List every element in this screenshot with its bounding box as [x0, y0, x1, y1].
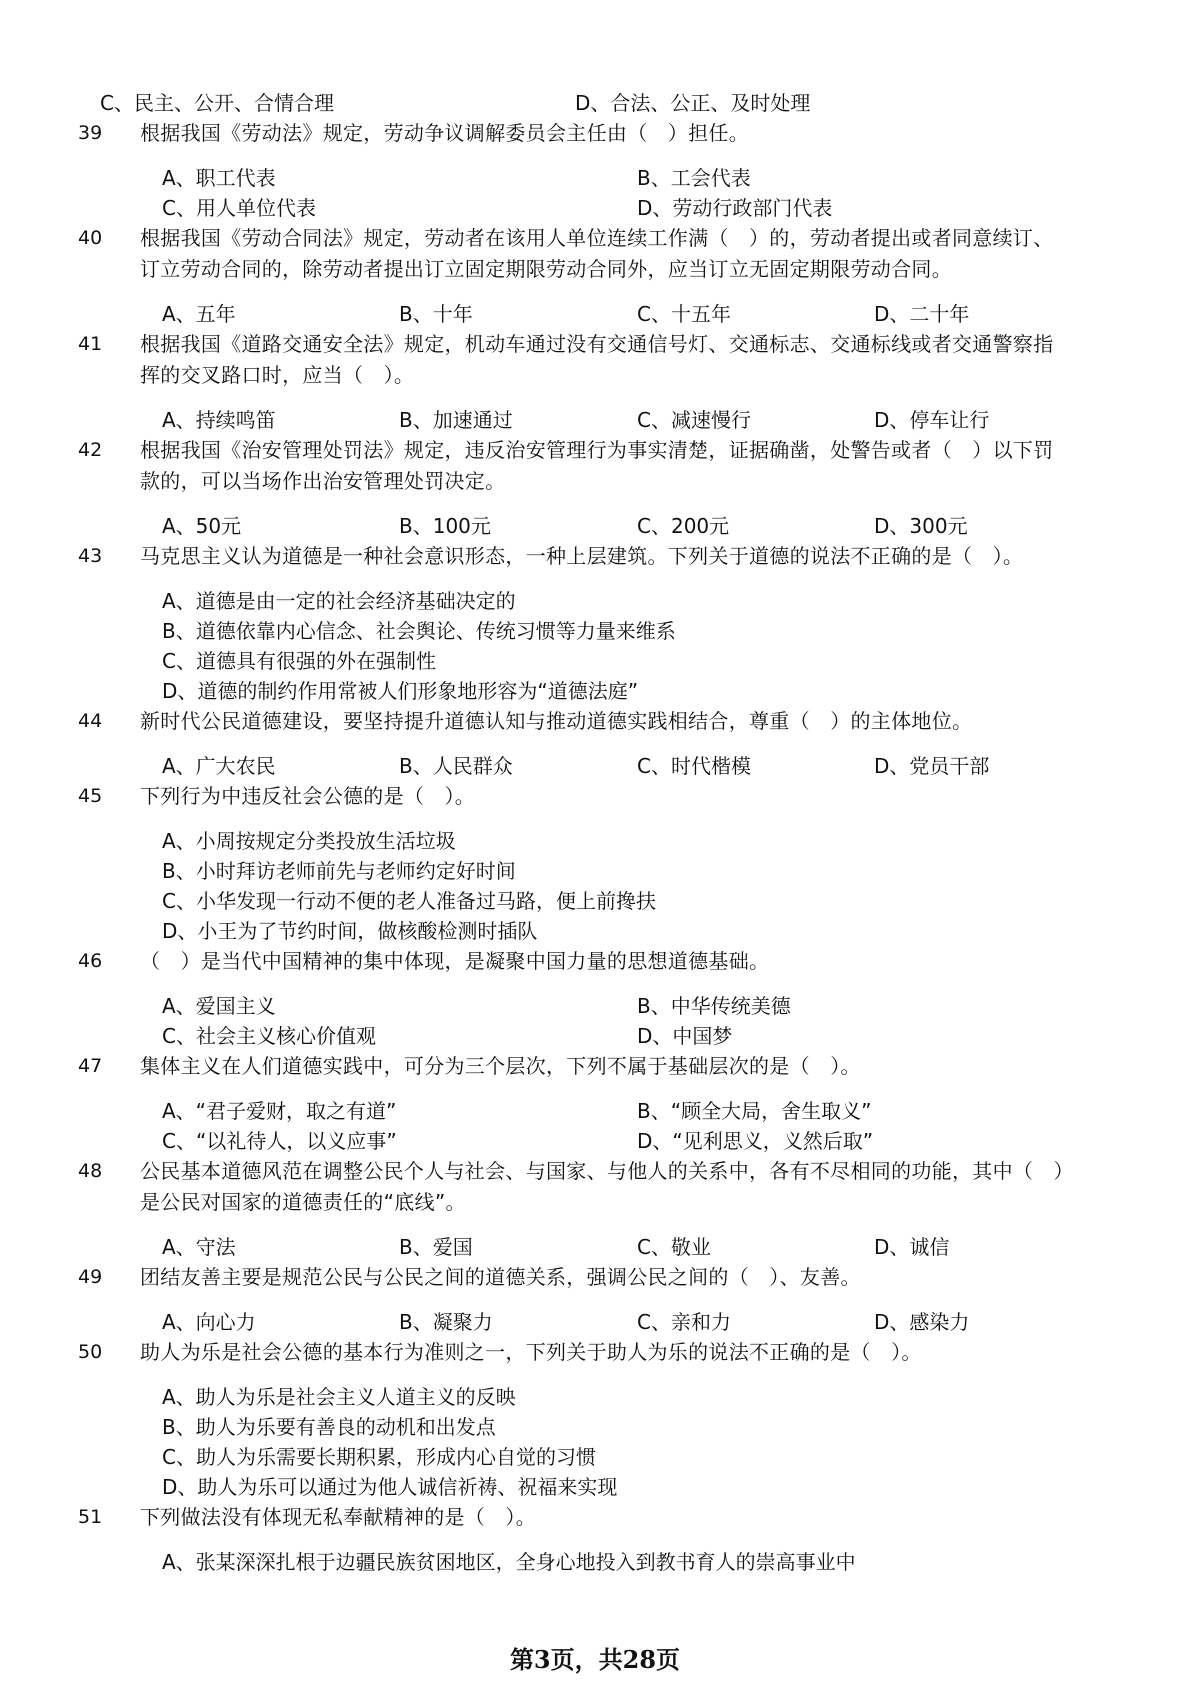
question-item — [0, 1502, 1190, 1577]
answer-option: D、劳动行政部门代表 — [637, 196, 833, 220]
question-item — [0, 1337, 1190, 1502]
option-row — [162, 1096, 1190, 1126]
option-row — [162, 886, 1190, 916]
option-group — [162, 511, 1190, 541]
answer-option: B、十年 — [399, 302, 473, 326]
answer-option: A、“君子爱财，取之有道” — [162, 1099, 397, 1123]
question-number: 45 — [78, 785, 103, 807]
question-stem: 根据我国《治安管理处罚法》规定，违反治安管理行为事实清楚，证据确凿，处警告或者（ ）以下罚款的，可以当场作出治安管理处罚决定。 — [140, 438, 1054, 493]
question-item — [0, 946, 1190, 1051]
option-row — [162, 1021, 1190, 1051]
answer-option: A、道德是由一定的社会经济基础决定的 — [162, 589, 516, 613]
answer-option: B、中华传统美德 — [637, 994, 791, 1018]
question-item — [0, 223, 1190, 329]
option-row — [162, 299, 1190, 329]
answer-option: A、职工代表 — [162, 166, 276, 190]
answer-option: A、小周按规定分类投放生活垃圾 — [162, 829, 456, 853]
option-group — [162, 751, 1190, 781]
option-group — [162, 405, 1190, 435]
question-number: 43 — [78, 545, 103, 567]
option-group — [162, 826, 1190, 946]
answer-option: C、敬业 — [637, 1235, 711, 1259]
option-group — [162, 586, 1190, 706]
question-item — [0, 1262, 1190, 1337]
answer-option: B、凝聚力 — [399, 1310, 493, 1334]
answer-option: C、道德具有很强的外在强制性 — [162, 649, 436, 673]
answer-option: C、用人单位代表 — [162, 196, 316, 220]
option-row — [162, 616, 1190, 646]
question-stem: 公民基本道德风范在调整公民个人与社会、与国家、与他人的关系中，各有不尽相同的功能，其中（ ）是公民对国家的道德责任的“底线”。 — [140, 1159, 1064, 1214]
answer-option: B、人民群众 — [399, 754, 513, 778]
option-row — [162, 991, 1190, 1021]
option-group — [162, 1307, 1190, 1337]
option-row — [162, 1232, 1190, 1262]
answer-option: D、“见利思义，义然后取” — [637, 1129, 874, 1153]
question-number: 49 — [78, 1266, 103, 1288]
option-row — [162, 751, 1190, 781]
option-row — [162, 826, 1190, 856]
answer-option: D、停车让行 — [874, 408, 990, 432]
option-group — [162, 299, 1190, 329]
answer-option: B、加速通过 — [399, 408, 513, 432]
answer-option: C、时代楷模 — [637, 754, 751, 778]
option-row — [162, 856, 1190, 886]
option-group — [162, 991, 1190, 1051]
question-stem: 下列做法没有体现无私奉献精神的是（ ）。 — [140, 1505, 536, 1529]
answer-option: B、“顾全大局，舍生取义” — [637, 1099, 872, 1123]
option-row — [162, 405, 1190, 435]
question-item — [0, 118, 1190, 223]
option-row — [162, 163, 1190, 193]
option-row — [162, 916, 1190, 946]
question-stem: 根据我国《劳动合同法》规定，劳动者在该用人单位连续工作满（ ）的，劳动者提出或者同意续订、订立劳动合同的，除劳动者提出订立固定期限劳动合同外，应当订立无固定期限劳动合同。 — [140, 226, 1054, 281]
answer-option: C、小华发现一行动不便的老人准备过马路，便上前搀扶 — [162, 889, 656, 913]
option-row — [162, 1412, 1190, 1442]
answer-option: A、持续鸣笛 — [162, 408, 276, 432]
question-item — [0, 781, 1190, 946]
question-stem: 根据我国《道路交通安全法》规定，机动车通过没有交通信号灯、交通标志、交通标线或者交通警察指挥的交叉路口时，应当（ ）。 — [140, 332, 1054, 387]
carryover-option-c: C、民主、公开、合情合理 — [100, 91, 334, 115]
answer-option: C、亲和力 — [637, 1310, 731, 1334]
option-row — [162, 1547, 1190, 1577]
answer-option: B、助人为乐要有善良的动机和出发点 — [162, 1415, 496, 1439]
question-item — [0, 706, 1190, 781]
question-stem: （ ）是当代中国精神的集中体现，是凝聚中国力量的思想道德基础。 — [140, 949, 770, 973]
question-number: 50 — [78, 1341, 103, 1363]
option-row — [162, 1442, 1190, 1472]
carryover-options — [0, 88, 1190, 118]
question-stem: 根据我国《劳动法》规定，劳动争议调解委员会主任由（ ）担任。 — [140, 121, 749, 145]
option-row — [162, 586, 1190, 616]
question-number: 46 — [78, 950, 103, 972]
question-item — [0, 329, 1190, 435]
answer-option: A、广大农民 — [162, 754, 276, 778]
answer-option: B、小时拜访老师前先与老师约定好时间 — [162, 859, 516, 883]
answer-option: D、道德的制约作用常被人们形象地形容为“道德法庭” — [162, 679, 639, 703]
question-list — [0, 88, 1190, 1577]
answer-option: C、“以礼待人，以义应事” — [162, 1129, 397, 1153]
question-number: 47 — [78, 1055, 103, 1077]
option-group — [162, 1096, 1190, 1156]
question-number: 40 — [78, 227, 103, 249]
option-group — [162, 1232, 1190, 1262]
option-row — [162, 676, 1190, 706]
question-stem: 新时代公民道德建设，要坚持提升道德认知与推动道德实践相结合，尊重（ ）的主体地位。 — [140, 709, 973, 733]
answer-option: C、十五年 — [637, 302, 731, 326]
answer-option: B、工会代表 — [637, 166, 751, 190]
option-row — [162, 511, 1190, 541]
answer-option: A、守法 — [162, 1235, 236, 1259]
option-row — [162, 193, 1190, 223]
question-number: 44 — [78, 710, 103, 732]
answer-option: B、道德依靠内心信念、社会舆论、传统习惯等力量来维系 — [162, 619, 676, 643]
question-number: 48 — [78, 1160, 103, 1182]
question-item — [0, 1051, 1190, 1156]
answer-option: A、张某深深扎根于边疆民族贫困地区，全身心地投入到教书育人的崇高事业中 — [162, 1550, 856, 1574]
answer-option: B、100元 — [399, 514, 491, 538]
question-number: 39 — [78, 122, 103, 144]
page-number-footer: 第3页，共28页 — [509, 1645, 681, 1674]
option-group — [162, 1547, 1190, 1577]
answer-option: C、200元 — [637, 514, 730, 538]
answer-option: A、爱国主义 — [162, 994, 276, 1018]
answer-option: A、五年 — [162, 302, 236, 326]
question-stem: 集体主义在人们道德实践中，可分为三个层次，下列不属于基础层次的是（ ）。 — [140, 1054, 861, 1078]
option-group — [162, 1382, 1190, 1502]
question-item — [0, 435, 1190, 541]
answer-option: C、社会主义核心价值观 — [162, 1024, 376, 1048]
answer-option: D、二十年 — [874, 302, 970, 326]
answer-option: D、感染力 — [874, 1310, 970, 1334]
answer-option: B、爱国 — [399, 1235, 473, 1259]
option-row — [162, 1307, 1190, 1337]
answer-option: A、向心力 — [162, 1310, 256, 1334]
question-stem: 下列行为中违反社会公德的是（ ）。 — [140, 784, 476, 808]
answer-option: D、300元 — [874, 514, 968, 538]
option-row — [162, 1382, 1190, 1412]
option-group — [162, 163, 1190, 223]
answer-option: A、50元 — [162, 514, 242, 538]
question-stem: 马克思主义认为道德是一种社会意识形态，一种上层建筑。下列关于道德的说法不正确的是（ ）。 — [140, 544, 1024, 568]
answer-option: D、小王为了节约时间，做核酸检测时插队 — [162, 919, 538, 943]
answer-option: C、减速慢行 — [637, 408, 751, 432]
question-number: 51 — [78, 1506, 103, 1528]
answer-option: C、助人为乐需要长期积累，形成内心自觉的习惯 — [162, 1445, 596, 1469]
option-row — [162, 1126, 1190, 1156]
question-stem: 团结友善主要是规范公民与公民之间的道德关系，强调公民之间的（ ）、友善。 — [140, 1265, 861, 1289]
option-row — [162, 1472, 1190, 1502]
question-number: 42 — [78, 439, 103, 461]
answer-option: D、党员干部 — [874, 754, 990, 778]
option-row — [162, 646, 1190, 676]
answer-option: D、中国梦 — [637, 1024, 733, 1048]
answer-option: D、助人为乐可以通过为他人诚信祈祷、祝福来实现 — [162, 1475, 618, 1499]
question-item — [0, 1156, 1190, 1262]
carryover-option-d: D、合法、公正、及时处理 — [575, 91, 811, 115]
question-item — [0, 541, 1190, 706]
answer-option: D、诚信 — [874, 1235, 950, 1259]
question-stem: 助人为乐是社会公德的基本行为准则之一，下列关于助人为乐的说法不正确的是（ ）。 — [140, 1340, 922, 1364]
answer-option: A、助人为乐是社会主义人道主义的反映 — [162, 1385, 516, 1409]
question-number: 41 — [78, 333, 103, 355]
